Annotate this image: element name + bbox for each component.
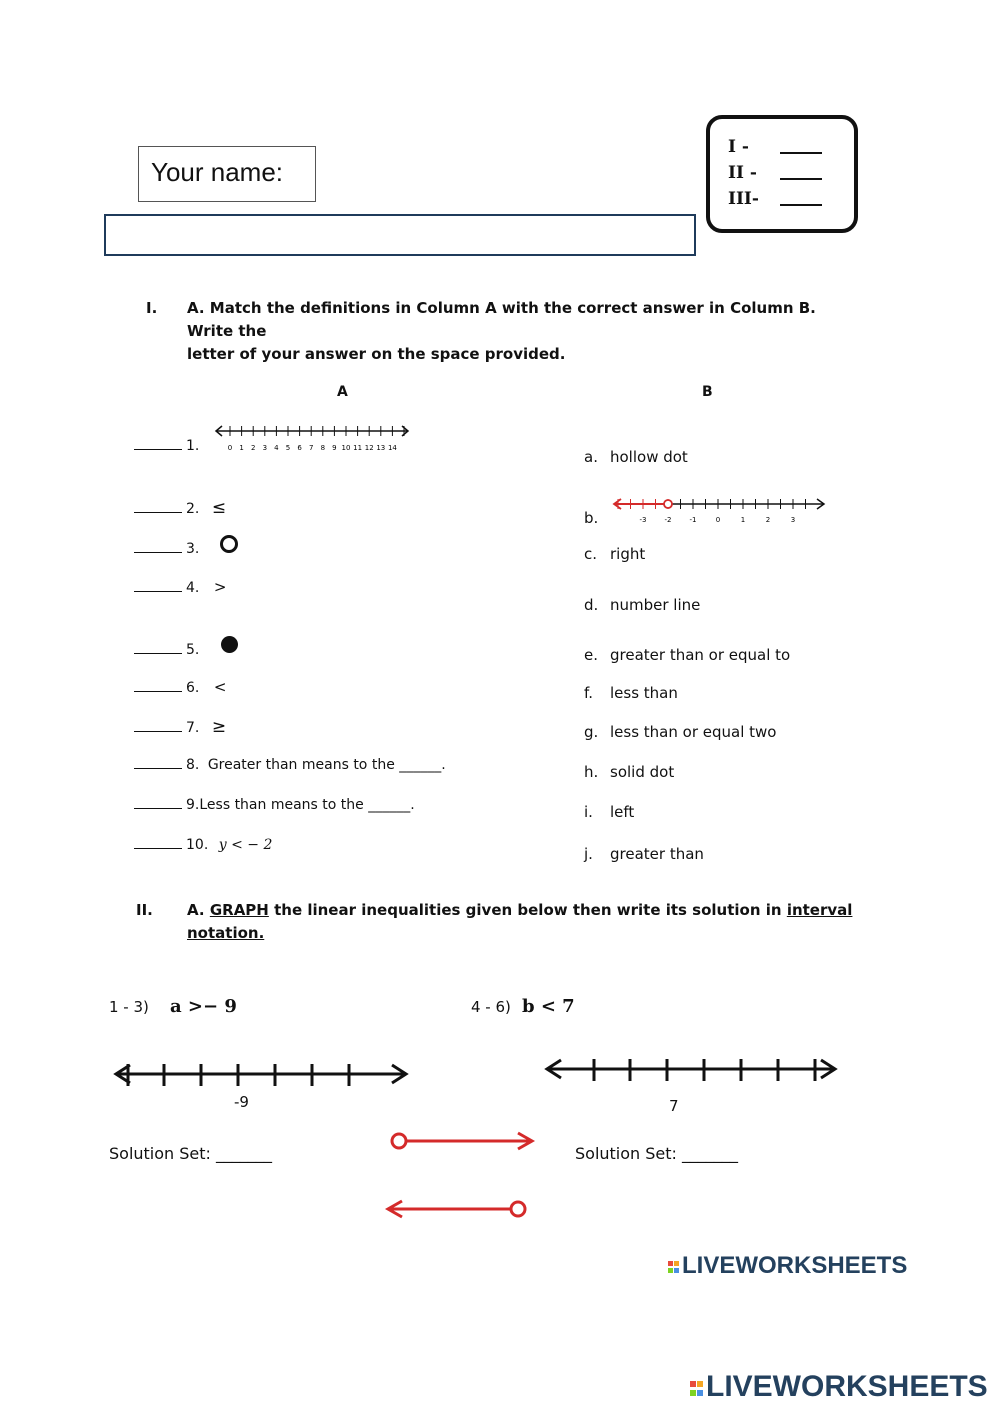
score-blank-2[interactable]	[780, 178, 822, 180]
tick-label: 11	[353, 444, 363, 452]
answer-blank-1[interactable]	[134, 449, 182, 450]
section2-instruction: A. GRAPH the linear inequalities given below then write its solution in interval notation.	[187, 901, 853, 942]
item-5: 5.	[134, 642, 199, 658]
score-row-3: III-	[728, 189, 759, 209]
item-2: 2. ≤	[134, 498, 226, 518]
option-f: f. less than	[584, 684, 678, 702]
solid-dot-icon	[221, 636, 238, 653]
answer-blank-5[interactable]	[134, 653, 182, 654]
tick-label: 7	[308, 444, 314, 452]
logo-mark-icon	[668, 1260, 682, 1274]
tick-label: 9	[332, 444, 337, 452]
name-input[interactable]	[104, 214, 696, 256]
answer-blank-2[interactable]	[134, 512, 182, 513]
column-a-heading: A	[337, 384, 348, 400]
problem-1-tick-label: -9	[234, 1093, 249, 1111]
answer-blank-7[interactable]	[134, 731, 182, 732]
item-7: 7. ≥	[134, 717, 226, 737]
answer-blank-8[interactable]	[134, 768, 182, 769]
option-c: c. right	[584, 545, 646, 563]
solution-set-1[interactable]: Solution Set: _______	[109, 1144, 273, 1163]
left-ray-hollow[interactable]	[382, 1195, 534, 1223]
section1-instruction: A. Match the definitions in Column A with the correct answer in Column B. Write the letter of your answer on the space provided.	[187, 299, 816, 363]
solution-set-2[interactable]: Solution Set: _______	[575, 1144, 739, 1163]
item1-number-line	[212, 421, 412, 455]
tick-label: 10	[341, 444, 351, 452]
tick-label: 4	[274, 444, 279, 452]
right-ray-hollow[interactable]	[386, 1127, 538, 1155]
score-blank-1[interactable]	[780, 152, 822, 154]
tick-label: 5	[285, 444, 291, 452]
option-b-number-line	[610, 494, 828, 526]
liveworksheets-logo: LIVEWORKSHEETS	[668, 1252, 907, 1280]
score-row-2: II -	[728, 163, 757, 183]
tick-label: 6	[297, 444, 302, 452]
liveworksheets-logo-bottom: LIVEWORKSHEETS	[690, 1370, 988, 1404]
tick-label: 2	[765, 516, 771, 524]
hollow-dot-icon	[220, 535, 238, 553]
section2-number: II.	[136, 901, 153, 919]
item-8: 8. Greater than means to the ______.	[134, 757, 446, 773]
tick-label: 13	[376, 444, 386, 452]
option-g: g. less than or equal two	[584, 723, 777, 741]
tick-label: -1	[689, 516, 697, 524]
tick-label: 12	[364, 444, 374, 452]
answer-blank-10[interactable]	[134, 848, 182, 849]
item-10: 10. y < − 2	[134, 837, 272, 853]
name-label: Your name:	[138, 146, 316, 202]
answer-blank-4[interactable]	[134, 591, 182, 592]
column-b-heading: B	[702, 384, 713, 400]
answer-blank-6[interactable]	[134, 691, 182, 692]
problem-1-number-line[interactable]	[112, 1058, 412, 1092]
tick-label: -2	[664, 516, 672, 524]
tick-label: 3	[262, 444, 268, 452]
score-blank-3[interactable]	[780, 204, 822, 206]
option-h: h. solid dot	[584, 763, 675, 781]
answer-blank-3[interactable]	[134, 552, 182, 553]
problem-2-heading: 4 - 6) b < 7	[471, 996, 575, 1017]
section1-number: I.	[146, 299, 158, 317]
answer-blank-9[interactable]	[134, 808, 182, 809]
tick-label: 0	[227, 444, 233, 452]
option-i: i. left	[584, 803, 635, 821]
item-4: 4. >	[134, 578, 226, 596]
item-1: 1.	[134, 438, 199, 454]
problem-1-heading: 1 - 3) a >− 9	[109, 996, 237, 1017]
tick-label: 1	[740, 516, 746, 524]
tick-label: 1	[239, 444, 244, 452]
option-e: e. greater than or equal to	[584, 646, 791, 664]
option-d: d. number line	[584, 596, 701, 614]
item-9: 9.Less than means to the ______.	[134, 797, 415, 813]
problem-2-tick-label: 7	[669, 1097, 679, 1115]
item-3: 3.	[134, 541, 199, 557]
score-box	[706, 115, 858, 233]
option-j: j. greater than	[584, 845, 704, 863]
option-a: a. hollow dot	[584, 448, 688, 466]
logo-mark-bottom-icon	[690, 1379, 706, 1397]
item-6: 6. <	[134, 678, 226, 696]
tick-label: -3	[639, 516, 647, 524]
problem-2-number-line[interactable]	[543, 1053, 841, 1087]
tick-label: 14	[387, 444, 397, 452]
option-b: b.	[584, 509, 599, 527]
tick-label: 2	[250, 444, 256, 452]
score-row-1: I -	[728, 137, 749, 157]
tick-label: 8	[320, 444, 326, 452]
tick-label: 0	[715, 516, 721, 524]
hollow-point	[664, 500, 672, 508]
tick-label: 3	[790, 516, 796, 524]
